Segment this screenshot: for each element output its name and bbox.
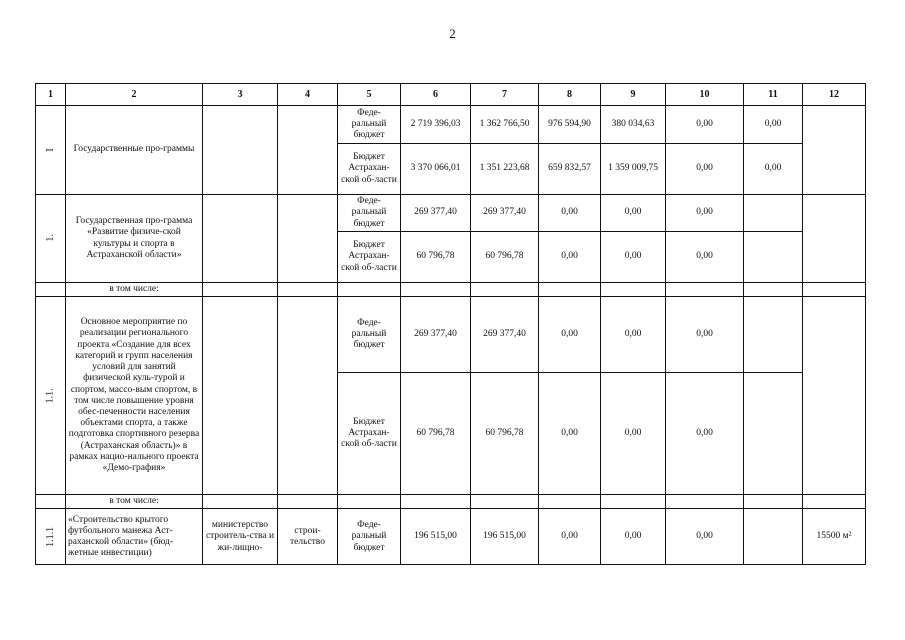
value-cell: 60 796,78 xyxy=(401,232,471,283)
value-cell: 0,00 xyxy=(744,144,803,195)
empty-cell xyxy=(601,283,666,297)
empty-cell xyxy=(203,495,278,509)
header-cell: 4 xyxy=(278,84,338,106)
empty-cell xyxy=(666,283,744,297)
empty-cell xyxy=(803,283,866,297)
capacity-cell: 15500 м² xyxy=(803,509,866,565)
value-cell: 0,00 xyxy=(539,232,601,283)
empty-cell xyxy=(401,283,471,297)
value-cell: 60 796,78 xyxy=(471,232,539,283)
value-cell: 0,00 xyxy=(539,195,601,232)
subtotal-label: в том числе: xyxy=(66,283,203,297)
row-number-cell xyxy=(36,509,66,565)
executor-cell: министерство строитель-ства и жи-лищно- xyxy=(203,509,278,565)
value-cell: 1 351 223,68 xyxy=(471,144,539,195)
empty-cell xyxy=(338,495,401,509)
program-name-cell: Государственная про-грамма «Развитие физиче-ской культуры и спорта в Астраханской области» xyxy=(66,195,203,283)
empty-cell xyxy=(744,283,803,297)
funding-source-cell: Бюджет Астрахан-ской об-ласти xyxy=(338,373,401,495)
empty-cell xyxy=(203,195,278,283)
value-cell: 380 034,63 xyxy=(601,106,666,144)
value-cell: 0,00 xyxy=(601,195,666,232)
subtotal-label: в том числе: xyxy=(66,495,203,509)
empty-cell xyxy=(36,283,66,297)
value-cell: 60 796,78 xyxy=(401,373,471,495)
table-row xyxy=(36,195,866,232)
funding-source-cell: Бюджет Астрахан-ской об-ласти xyxy=(338,144,401,195)
header-cell: 6 xyxy=(401,84,471,106)
empty-cell xyxy=(539,283,601,297)
table-row xyxy=(36,297,866,373)
table-row xyxy=(36,283,866,297)
row-number-cell xyxy=(36,195,66,283)
empty-cell xyxy=(744,373,803,495)
row-number-cell xyxy=(36,106,66,195)
value-cell: 269 377,40 xyxy=(401,297,471,373)
empty-cell xyxy=(744,509,803,565)
empty-cell xyxy=(278,297,338,495)
empty-cell xyxy=(278,195,338,283)
value-cell: 0,00 xyxy=(539,509,601,565)
funding-source-cell: Феде-ральный бюджет xyxy=(338,509,401,565)
value-cell: 269 377,40 xyxy=(401,195,471,232)
empty-cell xyxy=(744,297,803,373)
row-number-cell xyxy=(36,297,66,495)
row-number: I xyxy=(44,148,56,152)
value-cell: 0,00 xyxy=(601,373,666,495)
program-name-cell: «Строительство крытого футбольного манежа Аст-раханской области» (бюд-жетные инвестиции) xyxy=(66,509,203,565)
value-cell: 0,00 xyxy=(601,509,666,565)
value-cell: 2 719 396,03 xyxy=(401,106,471,144)
empty-cell xyxy=(401,495,471,509)
empty-cell xyxy=(803,195,866,283)
program-name-cell: Государственные про-граммы xyxy=(66,106,203,195)
table-row xyxy=(36,495,866,509)
header-cell: 5 xyxy=(338,84,401,106)
empty-cell xyxy=(666,495,744,509)
value-cell: 976 594,90 xyxy=(539,106,601,144)
value-cell: 0,00 xyxy=(666,509,744,565)
budget-table xyxy=(35,83,866,565)
value-cell: 269 377,40 xyxy=(471,297,539,373)
empty-cell xyxy=(203,106,278,195)
empty-cell xyxy=(278,283,338,297)
funding-source-cell: Феде-ральный бюджет xyxy=(338,195,401,232)
header-cell: 12 xyxy=(803,84,866,106)
value-cell: 196 515,00 xyxy=(471,509,539,565)
empty-cell xyxy=(471,283,539,297)
header-cell: 2 xyxy=(66,84,203,106)
value-cell: 659 832,57 xyxy=(539,144,601,195)
header-cell: 3 xyxy=(203,84,278,106)
empty-cell xyxy=(203,283,278,297)
empty-cell xyxy=(803,297,866,495)
value-cell: 0,00 xyxy=(666,144,744,195)
header-cell: 11 xyxy=(744,84,803,106)
value-cell: 269 377,40 xyxy=(471,195,539,232)
value-cell: 0,00 xyxy=(744,106,803,144)
type-cell: строи-тельство xyxy=(278,509,338,565)
value-cell: 0,00 xyxy=(601,297,666,373)
row-number: 1.1. xyxy=(44,387,56,403)
empty-cell xyxy=(338,283,401,297)
value-cell: 1 359 009,75 xyxy=(601,144,666,195)
empty-cell xyxy=(36,495,66,509)
header-cell: 9 xyxy=(601,84,666,106)
empty-cell xyxy=(203,297,278,495)
empty-cell xyxy=(471,495,539,509)
funding-source-cell: Феде-ральный бюджет xyxy=(338,297,401,373)
value-cell: 0,00 xyxy=(539,297,601,373)
empty-cell xyxy=(278,495,338,509)
row-number: 1.1.1 xyxy=(44,526,56,547)
empty-cell xyxy=(744,495,803,509)
empty-cell xyxy=(539,495,601,509)
empty-cell xyxy=(744,195,803,232)
table-header-row xyxy=(36,84,866,106)
empty-cell xyxy=(744,232,803,283)
value-cell: 0,00 xyxy=(666,195,744,232)
value-cell: 0,00 xyxy=(666,373,744,495)
value-cell: 0,00 xyxy=(601,232,666,283)
header-cell: 8 xyxy=(539,84,601,106)
value-cell: 196 515,00 xyxy=(401,509,471,565)
value-cell: 1 362 766,50 xyxy=(471,106,539,144)
table-row xyxy=(36,106,866,144)
value-cell: 3 370 066,01 xyxy=(401,144,471,195)
program-name-cell: Основное мероприятие по реализации регионального проекта «Создание для всех категорий и групп населения условий для занятий физической куль-турой и спортом, массо-вым спортом, в том числе повышение уровня обес-печенности населения объектами спорта, а также подготовка спортивного резерва (Астраханская область)» в рамках нацио-нального проекта «Демо-графия» xyxy=(66,297,203,495)
page-number: 2 xyxy=(449,26,456,41)
header-cell: 10 xyxy=(666,84,744,106)
value-cell: 60 796,78 xyxy=(471,373,539,495)
empty-cell xyxy=(601,495,666,509)
funding-source-cell: Бюджет Астрахан-ской об-ласти xyxy=(338,232,401,283)
value-cell: 0,00 xyxy=(666,106,744,144)
empty-cell xyxy=(803,106,866,195)
table-row xyxy=(36,509,866,565)
empty-cell xyxy=(803,495,866,509)
value-cell: 0,00 xyxy=(666,232,744,283)
value-cell: 0,00 xyxy=(666,297,744,373)
funding-source-cell: Феде-ральный бюджет xyxy=(338,106,401,144)
row-number: 1. xyxy=(44,234,56,243)
header-cell: 1 xyxy=(36,84,66,106)
empty-cell xyxy=(278,106,338,195)
value-cell: 0,00 xyxy=(539,373,601,495)
header-cell: 7 xyxy=(471,84,539,106)
